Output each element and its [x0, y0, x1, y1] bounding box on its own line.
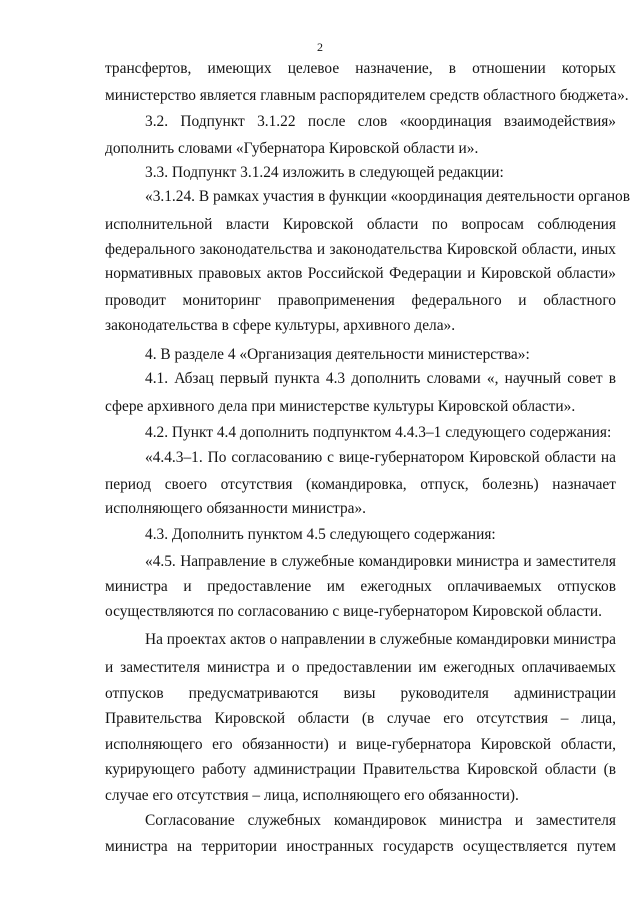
text-line: 4.2. Пункт 4.4 дополнить подпунктом 4.4.3–1 следующего содержания:: [145, 424, 612, 441]
text-line: трансфертов, имеющих целевое назначение, в отношении которых: [105, 60, 616, 77]
text-line: отпусков предусматриваются визы руководителя администрации: [105, 685, 616, 702]
text-line: исполнительной власти Кировской области по вопросам соблюдения: [105, 216, 616, 233]
text-line: 4. В разделе 4 «Организация деятельности министерства»:: [145, 346, 530, 363]
text-line: нормативных правовых актов Российской Федерации и Кировской области»: [105, 265, 616, 282]
text-line: проводит мониторинг правоприменения федерального и областного: [105, 292, 616, 309]
text-line: законодательства в сфере культуры, архивного дела».: [105, 317, 456, 334]
text-line: федерального законодательства и законодательства Кировской области, иных: [105, 241, 616, 258]
text-line: исполняющего его обязанности) и вице-губернатора Кировской области,: [105, 736, 616, 753]
text-line: период своего отсутствия (командировка, отпуск, болезнь) назначает: [105, 476, 616, 493]
text-line: и заместителя министра и о предоставлении им ежегодных оплачиваемых: [105, 659, 616, 676]
text-line: исполняющего обязанности министра».: [105, 500, 367, 517]
text-line: Согласование служебных командировок министра и заместителя: [145, 812, 616, 829]
text-line: «4.4.3–1. По согласованию с вице-губернатором Кировской области на: [145, 449, 616, 466]
text-line: 4.1. Абзац первый пункта 4.3 дополнить словами «, научный совет в: [145, 370, 616, 387]
text-line: министерство является главным распорядителем средств областного бюджета».: [105, 87, 629, 104]
text-line: «3.1.24. В рамках участия в функции «координация деятельности органов: [145, 188, 631, 205]
page-number: 2: [317, 40, 323, 54]
text-line: 3.2. Подпункт 3.1.22 после слов «координация взаимодействия»: [145, 113, 616, 130]
text-line: сфере архивного дела при министерстве культуры Кировской области».: [105, 398, 576, 415]
text-line: случае его отсутствия – лица, исполняющего его обязанности).: [105, 787, 519, 804]
text-line: Правительства Кировской области (в случае его отсутствия – лица,: [105, 710, 616, 727]
text-line: 4.3. Дополнить пунктом 4.5 следующего содержания:: [145, 526, 496, 543]
text-line: курирующего работу администрации Правительства Кировской области (в: [105, 761, 616, 778]
text-line: «4.5. Направление в служебные командировки министра и заместителя: [145, 553, 616, 570]
text-line: осуществляются по согласованию с вице-губернатором Кировской области.: [105, 603, 602, 620]
text-line: 3.3. Подпункт 3.1.24 изложить в следующей редакции:: [145, 164, 504, 181]
text-line: дополнить словами «Губернатора Кировской области и».: [105, 140, 479, 157]
text-line: министра и предоставление им ежегодных оплачиваемых отпусков: [105, 578, 616, 595]
text-line: министра на территории иностранных государств осуществляется путем: [105, 838, 616, 855]
text-line: На проектах актов о направлении в служебные командировки министра: [145, 631, 617, 648]
